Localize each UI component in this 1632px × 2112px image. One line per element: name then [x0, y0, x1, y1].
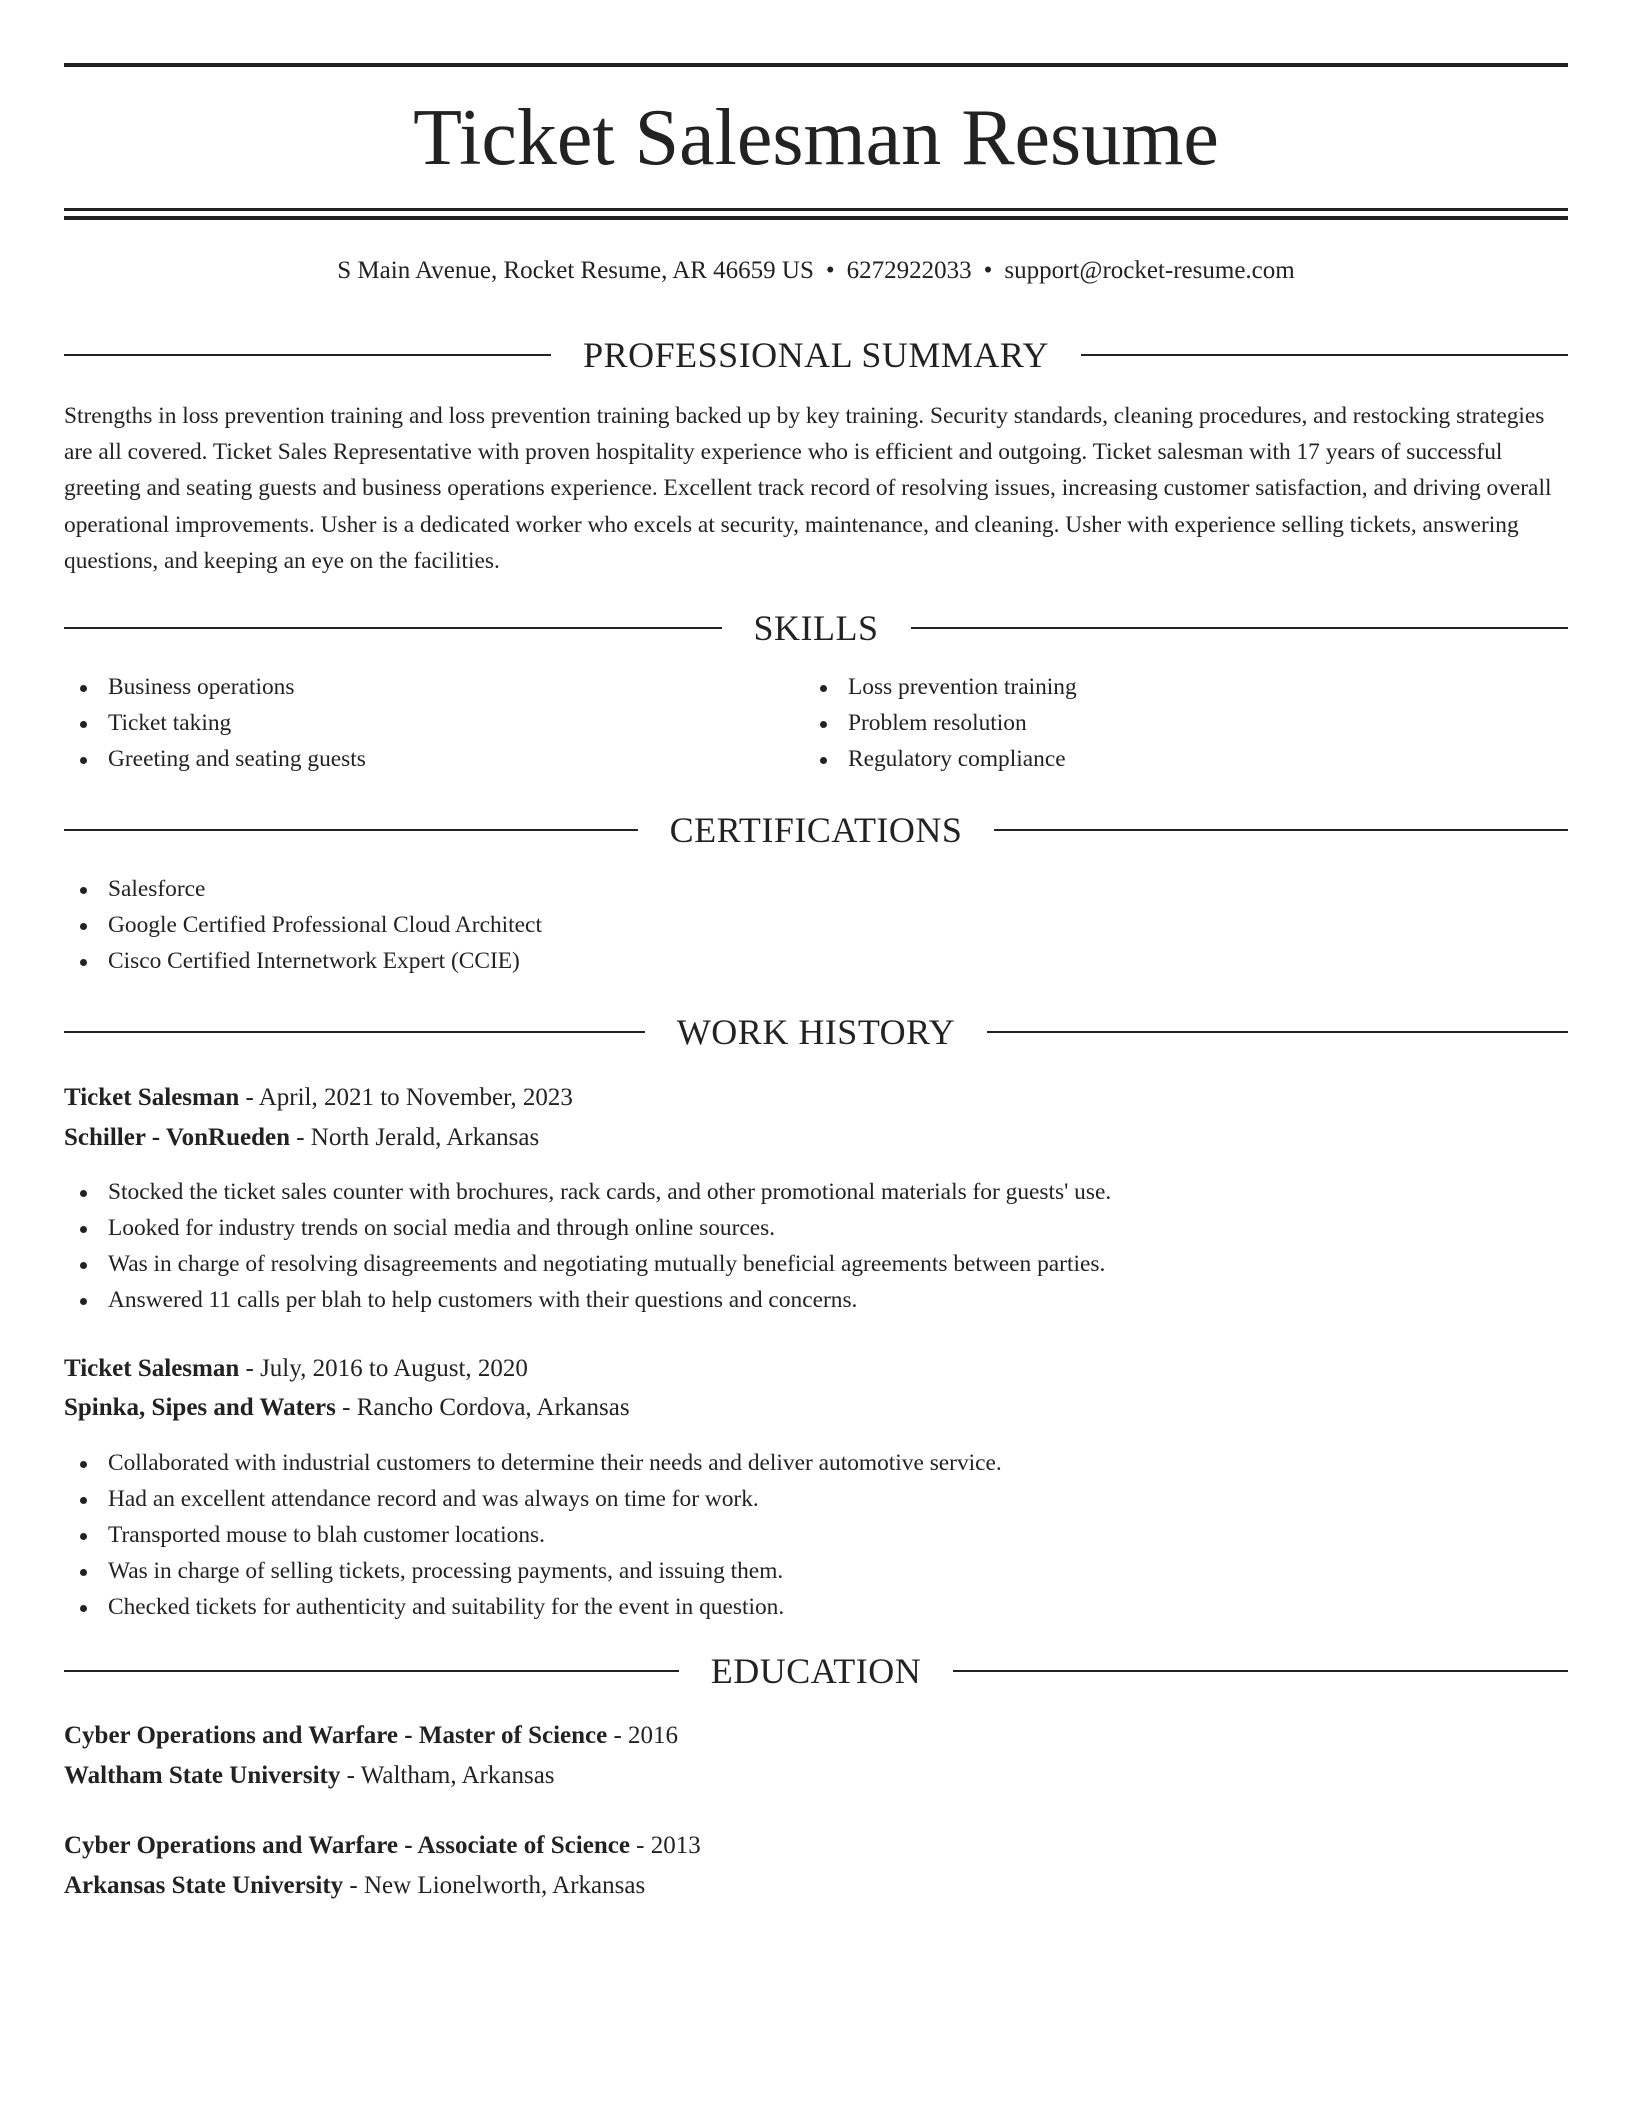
heading-rule-left: [64, 1670, 679, 1672]
skill-item: Problem resolution: [804, 705, 1077, 741]
heading-rule-right: [953, 1670, 1568, 1672]
summary-heading-label: PROFESSIONAL SUMMARY: [583, 335, 1049, 375]
job-dates: - April, 2021 to November, 2023: [239, 1084, 573, 1111]
job-bullet-item: Had an excellent attendance record and was always on time for work.: [64, 1481, 1002, 1517]
school-line: [64, 1870, 645, 1902]
job-company-line: [64, 1392, 630, 1424]
title-rule-upper: [64, 208, 1568, 211]
degree-line: [64, 1830, 701, 1862]
certifications-heading-label: CERTIFICATIONS: [669, 810, 963, 850]
job-bullet-item: Collaborated with industrial customers to determine their needs and deliver automotive service.: [64, 1445, 1002, 1481]
certification-item: Salesforce: [64, 871, 542, 907]
heading-rule-right: [1081, 354, 1568, 356]
job-bullet-item: Was in charge of selling tickets, processing payments, and issuing them.: [64, 1553, 1002, 1589]
skills-list-left: [64, 669, 366, 777]
degree-name: Cyber Operations and Warfare - Master of Science: [64, 1722, 608, 1749]
heading-rule-right: [994, 829, 1568, 831]
job-title: Ticket Salesman: [64, 1084, 240, 1111]
heading-rule-left: [64, 354, 551, 356]
certification-item: Cisco Certified Internetwork Expert (CCIE): [64, 943, 542, 979]
skill-item: Greeting and seating guests: [64, 741, 366, 777]
skill-item: Business operations: [64, 669, 366, 705]
job-title-line: [64, 1082, 573, 1114]
summary-section-heading: [64, 333, 1568, 377]
skill-item: Regulatory compliance: [804, 741, 1077, 777]
degree-year: - 2016: [607, 1722, 679, 1749]
title-rule-lower: [64, 216, 1568, 220]
degree-name: Cyber Operations and Warfare - Associate of Science: [64, 1832, 630, 1859]
job-company: Spinka, Sipes and Waters: [64, 1394, 336, 1421]
school-name: Waltham State University: [64, 1762, 341, 1789]
certifications-section-heading: [64, 808, 1568, 852]
school-line: [64, 1760, 555, 1792]
job-bullet-item: Checked tickets for authenticity and suitability for the event in question.: [64, 1589, 1002, 1625]
education-heading-label: EDUCATION: [710, 1651, 922, 1691]
job-title: Ticket Salesman: [64, 1355, 240, 1382]
school-name: Arkansas State University: [64, 1872, 344, 1899]
summary-text: Strengths in loss prevention training and loss prevention training backed up by key training. Security standards, cleaning procedures, and restocking strategies are all covered. Ticket Sales Representative with proven hospitality experience who is efficient and outgoing. Ticket salesman with 17 years of successful greeting and seating guests and business operations experience. Excellent track record of resolving issues, increasing customer satisfaction, and driving overall operational improvements. Usher is a dedicated worker who excels at security, maintenance, and cleaning. Usher with experience selling tickets, answering questions, and keeping an eye on the facilities.: [64, 403, 1552, 574]
heading-rule-right: [987, 1031, 1568, 1033]
heading-rule-right: [911, 627, 1569, 629]
work-history-section-heading: [64, 1010, 1568, 1054]
job-bullet-item: Transported mouse to blah customer locations.: [64, 1517, 1002, 1553]
certifications-list: [64, 871, 542, 979]
top-rule: [64, 63, 1568, 67]
job-location: - North Jerald, Arkansas: [289, 1124, 540, 1151]
contact-separator: •: [825, 257, 835, 284]
job-bullets: [64, 1174, 1111, 1318]
school-location: - New Lionelworth, Arkansas: [343, 1872, 646, 1899]
contact-address: S Main Avenue, Rocket Resume, AR 46659 US: [337, 257, 814, 284]
skill-item: Loss prevention training: [804, 669, 1077, 705]
heading-rule-left: [64, 829, 638, 831]
job-bullet-item: Was in charge of resolving disagreements and negotiating mutually beneficial agreements between parties.: [64, 1246, 1111, 1282]
contact-phone: 6272922033: [846, 257, 972, 284]
contact-line: [64, 255, 1568, 287]
contact-email: support@rocket-resume.com: [1004, 257, 1295, 284]
job-dates: - July, 2016 to August, 2020: [239, 1355, 528, 1382]
job-location: - Rancho Cordova, Arkansas: [335, 1394, 630, 1421]
heading-rule-left: [64, 1031, 645, 1033]
skill-item: Ticket taking: [64, 705, 366, 741]
skills-section-heading: [64, 606, 1568, 650]
resume-title: Ticket Salesman Resume: [413, 94, 1219, 182]
contact-separator: •: [983, 257, 993, 284]
heading-rule-left: [64, 627, 722, 629]
work-history-heading-label: WORK HISTORY: [676, 1012, 956, 1052]
certification-item: Google Certified Professional Cloud Architect: [64, 907, 542, 943]
job-title-line: [64, 1353, 528, 1385]
school-location: - Waltham, Arkansas: [340, 1762, 555, 1789]
degree-line: [64, 1720, 678, 1752]
job-bullet-item: Stocked the ticket sales counter with brochures, rack cards, and other promotional materials for guests' use.: [64, 1174, 1111, 1210]
job-company: Schiller - VonRueden: [64, 1124, 290, 1151]
degree-year: - 2013: [629, 1832, 701, 1859]
skills-list-right: [804, 669, 1077, 777]
job-bullet-item: Answered 11 calls per blah to help customers with their questions and concerns.: [64, 1282, 1111, 1318]
skills-heading-label: SKILLS: [753, 608, 879, 648]
job-company-line: [64, 1122, 539, 1154]
job-bullets: [64, 1445, 1002, 1625]
job-bullet-item: Looked for industry trends on social media and through online sources.: [64, 1210, 1111, 1246]
education-section-heading: [64, 1649, 1568, 1693]
